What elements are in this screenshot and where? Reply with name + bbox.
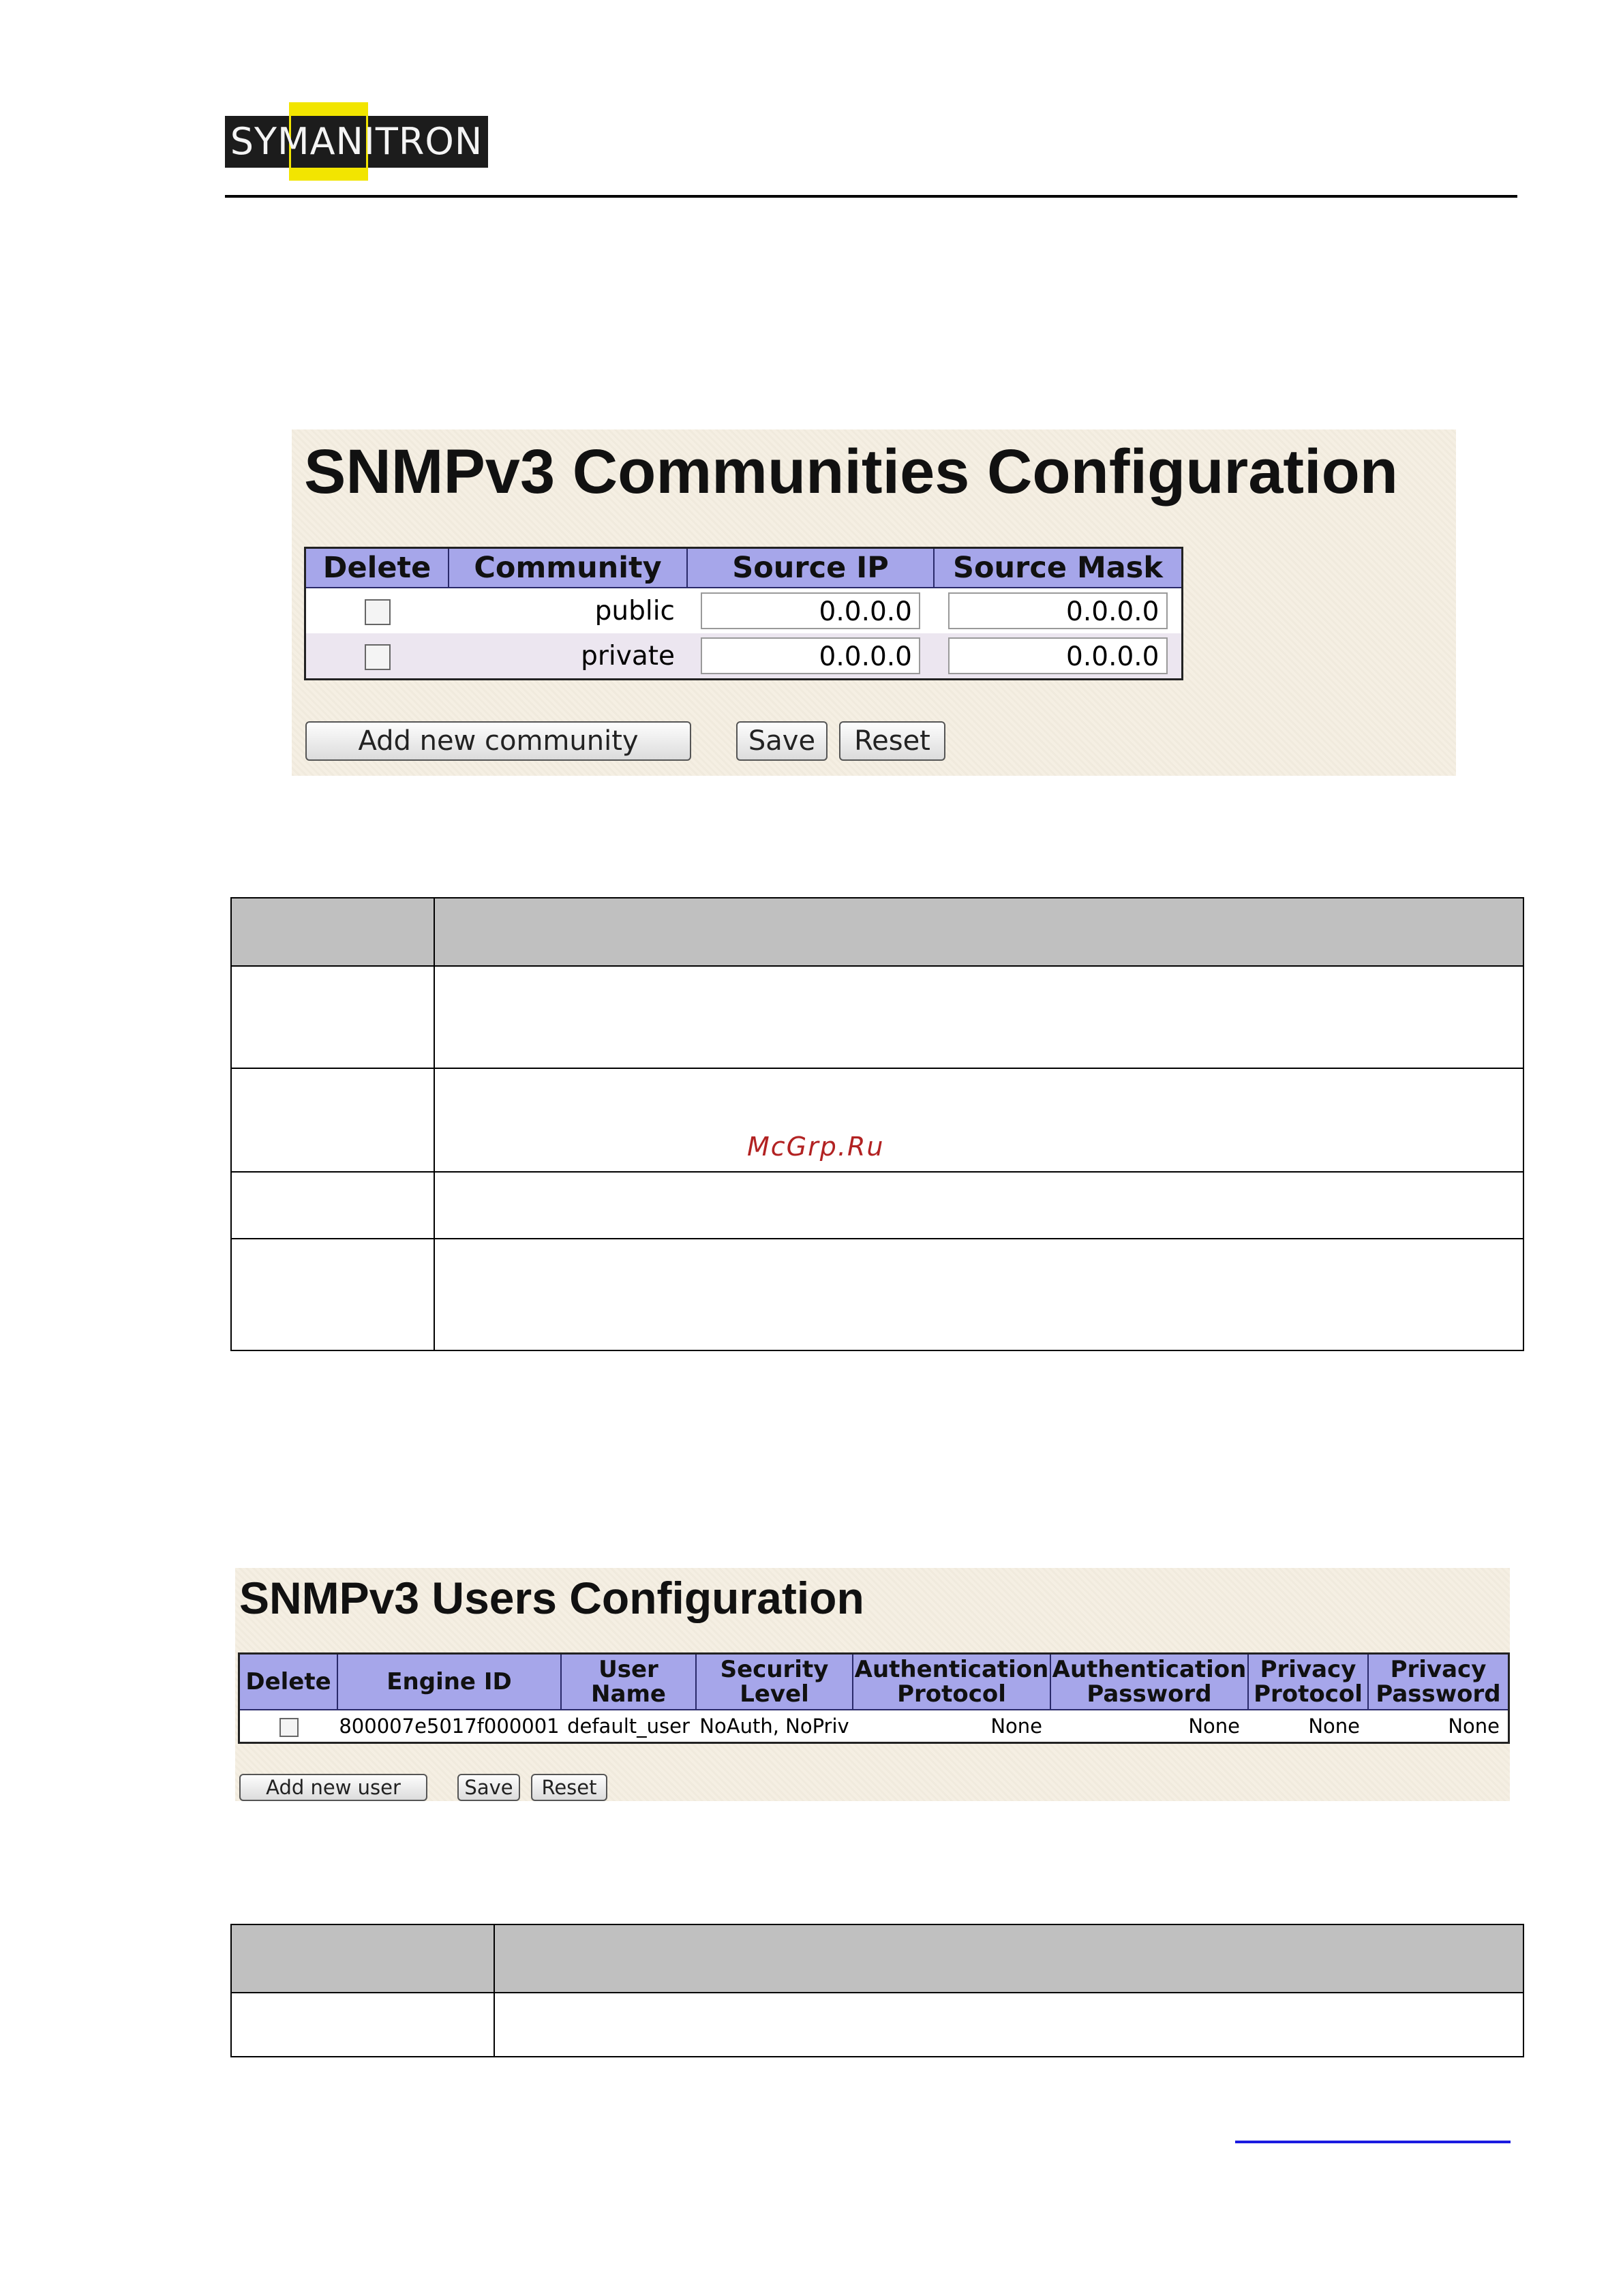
delete-checkbox[interactable] — [365, 599, 391, 625]
save-button[interactable]: Save — [736, 721, 828, 761]
communities-config-panel — [292, 429, 1456, 776]
engine-id-value: 800007e5017f000001 — [337, 1710, 561, 1743]
users-description-table — [230, 1924, 1524, 2057]
row-divider — [232, 1171, 1523, 1173]
auth-password-value: None — [1050, 1710, 1248, 1743]
auth-protocol-value: None — [853, 1710, 1050, 1743]
user-name-value: default_user — [561, 1710, 696, 1743]
delete-checkbox[interactable] — [279, 1718, 299, 1737]
symanitron-logo — [225, 102, 488, 181]
source-mask-input[interactable]: 0.0.0.0 — [948, 592, 1168, 629]
footer-link-underline — [1235, 2141, 1511, 2143]
table-row — [305, 633, 1183, 680]
source-mask-input[interactable]: 0.0.0.0 — [948, 637, 1168, 674]
source-ip-input[interactable]: 0.0.0.0 — [701, 592, 920, 629]
security-level-value: NoAuth, NoPriv — [696, 1710, 853, 1743]
reset-button[interactable]: Reset — [839, 721, 945, 761]
description-header — [232, 1925, 1523, 1993]
communities-description-table — [230, 897, 1524, 1351]
col-privacy-password: Privacy Password — [1368, 1654, 1509, 1710]
col-auth-password: Authentication Password — [1050, 1654, 1248, 1710]
table-row — [305, 588, 1183, 633]
col-community: Community — [449, 548, 687, 588]
privacy-password-value: None — [1368, 1710, 1509, 1743]
users-title: SNMPv3 Users Configuration — [239, 1573, 864, 1623]
users-header-row — [239, 1654, 1509, 1710]
save-button[interactable]: Save — [457, 1774, 520, 1801]
row-divider — [232, 1068, 1523, 1069]
col-source-ip: Source IP — [687, 548, 934, 588]
col-delete: Delete — [305, 548, 449, 588]
col-security-level: Security Level — [696, 1654, 853, 1710]
communities-header-row — [305, 548, 1183, 588]
logo-text: SYMANITRON — [230, 120, 483, 163]
column-divider — [494, 1925, 495, 2056]
col-privacy-protocol: Privacy Protocol — [1248, 1654, 1368, 1710]
add-community-button[interactable]: Add new community — [305, 721, 691, 761]
reset-button[interactable]: Reset — [531, 1774, 607, 1801]
col-delete: Delete — [239, 1654, 338, 1710]
community-name: public — [449, 588, 687, 633]
communities-title: SNMPv3 Communities Configuration — [304, 437, 1398, 507]
communities-table — [304, 547, 1183, 680]
privacy-protocol-value: None — [1248, 1710, 1368, 1743]
delete-checkbox[interactable] — [365, 644, 391, 670]
add-user-button[interactable]: Add new user — [239, 1774, 427, 1801]
source-ip-input[interactable]: 0.0.0.0 — [701, 637, 920, 674]
community-name: private — [449, 633, 687, 680]
header-rule — [225, 195, 1517, 198]
description-header — [232, 898, 1523, 967]
users-table — [238, 1652, 1510, 1744]
table-row — [239, 1710, 1509, 1743]
watermark-text: McGrp.Ru — [747, 1132, 885, 1162]
column-divider — [434, 898, 435, 1350]
col-user-name: User Name — [561, 1654, 696, 1710]
col-auth-protocol: Authentication Protocol — [853, 1654, 1050, 1710]
users-config-panel — [235, 1568, 1510, 1801]
col-engine-id: Engine ID — [337, 1654, 561, 1710]
col-source-mask: Source Mask — [934, 548, 1183, 588]
row-divider — [232, 1238, 1523, 1239]
